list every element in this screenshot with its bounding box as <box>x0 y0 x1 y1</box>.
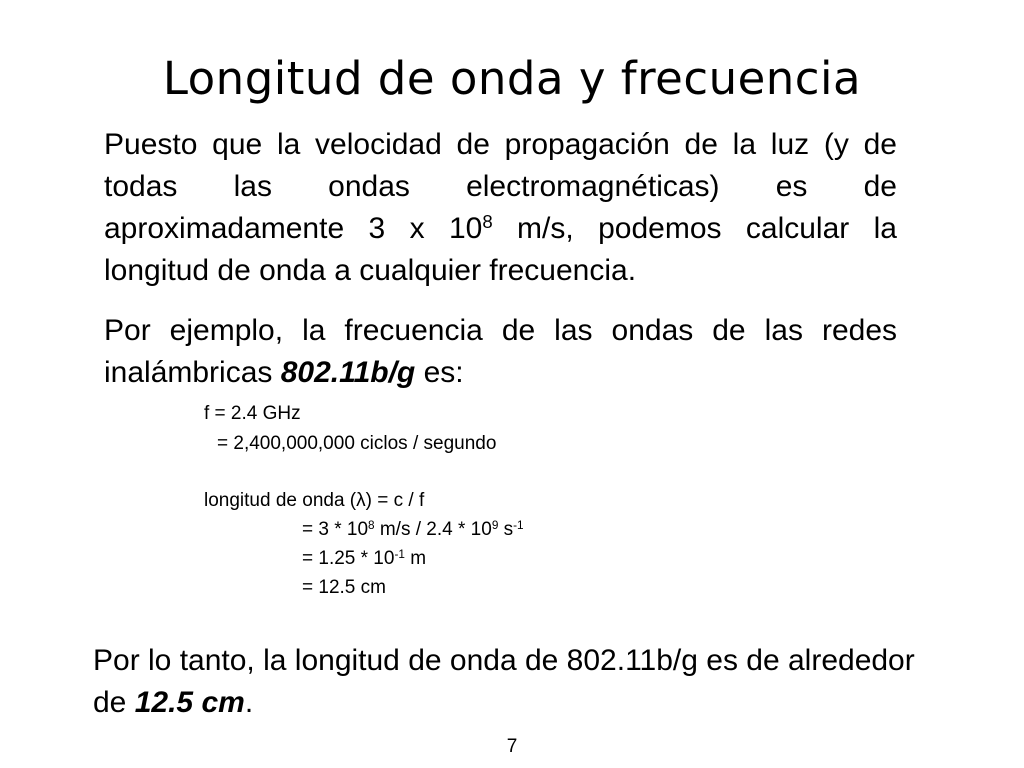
intro-text-end: m/s, podemos calcular la longitud de onda a cualquier frecuencia. <box>104 212 897 287</box>
step1-exp-b: 9 <box>491 518 499 532</box>
step1-exp-a: 8 <box>368 518 375 532</box>
step1-part-a: = 3 * 10 <box>302 519 369 540</box>
conclusion-text-end: . <box>244 686 254 719</box>
cycles-line: = 2,400,000,000 ciclos / segundo <box>217 433 497 454</box>
page-number: 7 <box>506 736 518 757</box>
example-emphasis: 802.11b/g <box>280 356 416 389</box>
example-text-end: es: <box>415 356 464 389</box>
frequency-line: f = 2.4 GHz <box>204 403 301 424</box>
step2-part-b: m <box>404 548 427 569</box>
calculation-step-3: = 12.5 cm <box>302 577 386 598</box>
slide-title: Longitud de onda y frecuencia <box>162 52 862 105</box>
example-text-start: Por ejemplo, la frecuencia de las ondas de las redes inalámbricas <box>104 314 897 389</box>
wavelength-formula-line: longitud de onda (λ) = c / f <box>204 490 425 511</box>
conclusion-paragraph <box>93 640 953 724</box>
step1-exp-c: -1 <box>513 518 524 532</box>
calculation-step-1 <box>302 515 524 544</box>
step1-part-c: s <box>498 519 514 540</box>
step2-exp-a: -1 <box>394 547 405 561</box>
intro-text-start: Puesto que la velocidad de propagación de la luz (y de todas las ondas electromagnéticas) es de aproximadamente 3 x 10 <box>104 128 897 245</box>
step2-part-a: = 1.25 * 10 <box>302 548 395 569</box>
example-paragraph <box>104 310 897 394</box>
conclusion-text-start: Por lo tanto, la longitud de onda de 802.11b/g es de alrededor de <box>93 644 915 719</box>
conclusion-emphasis: 12.5 cm <box>134 686 245 719</box>
intro-exponent: 8 <box>482 210 493 232</box>
calculation-step-2 <box>302 544 426 573</box>
step1-part-b: m/s / 2.4 * 10 <box>374 519 492 540</box>
intro-paragraph <box>104 124 897 292</box>
